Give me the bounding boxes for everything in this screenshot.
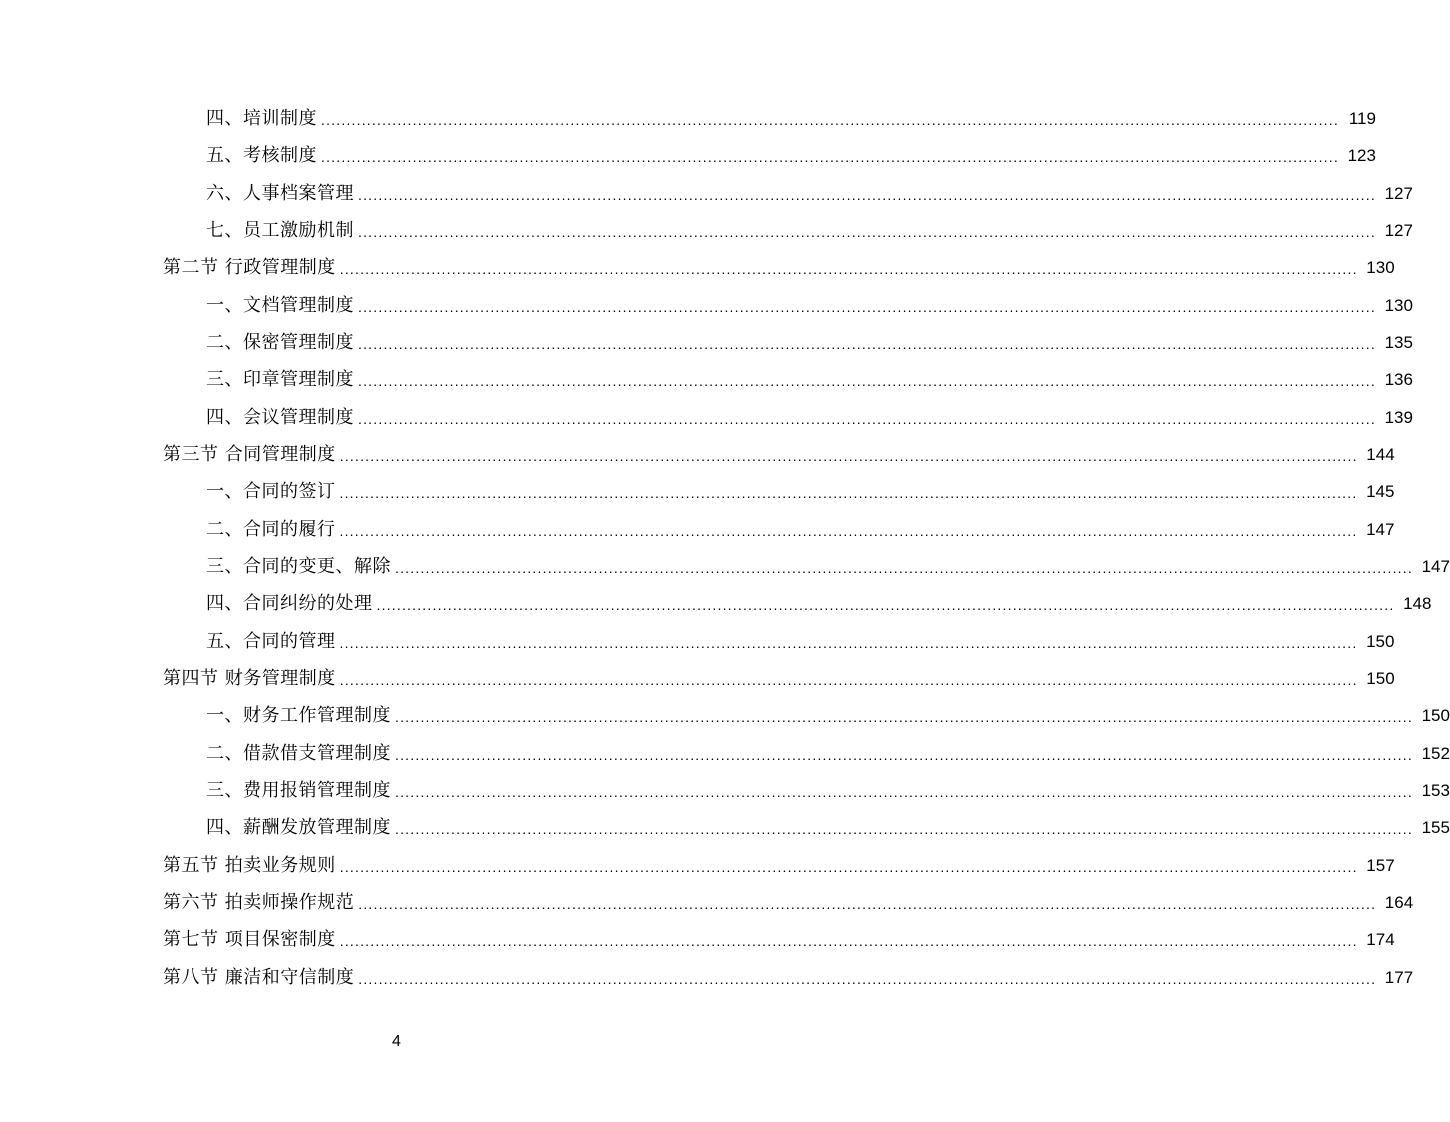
toc-entry-page-number: 152 [1421, 743, 1450, 763]
page-number: 4 [392, 1033, 401, 1050]
toc-section-entry[interactable] [0, 959, 1414, 996]
toc-dot-leader: ........................................................................................................................................................................................................ [339, 672, 1358, 689]
toc-entry-page-number: 153 [1421, 781, 1450, 801]
toc-dot-leader: ........................................................................................................................................................................................................ [321, 149, 1339, 166]
toc-entry-page-number: 127 [1384, 183, 1413, 203]
toc-entry-title: 第八节 廉洁和守信制度 [163, 966, 355, 988]
toc-dot-leader: ........................................................................................................................................................................................................ [395, 821, 1413, 838]
toc-entry-page-number: 127 [1384, 221, 1413, 241]
toc-entry-page-number: 157 [1366, 855, 1395, 875]
toc-dot-leader: ........................................................................................................................................................................................................ [339, 634, 1358, 651]
toc-dot-leader: ........................................................................................................................................................................................................ [339, 933, 1358, 950]
toc-subsection-entry[interactable] [0, 623, 1395, 660]
toc-dot-leader: ........................................................................................................................................................................................................ [358, 970, 1377, 987]
toc-entry-title: 三、合同的变更、解除 [206, 556, 391, 578]
toc-entry-title: 第五节 拍卖业务规则 [163, 854, 336, 876]
toc-dot-leader: ........................................................................................................................................................................................................ [358, 186, 1376, 203]
toc-dot-leader: ........................................................................................................................................................................................................ [358, 896, 1377, 913]
toc-entry-page-number: 130 [1384, 295, 1413, 315]
toc-entry-page-number: 148 [1403, 594, 1432, 614]
toc-subsection-entry[interactable] [0, 473, 1395, 510]
toc-entry-page-number: 144 [1366, 445, 1395, 465]
toc-subsection-entry[interactable] [0, 511, 1395, 548]
toc-entry-title: 一、文档管理制度 [206, 294, 354, 316]
toc-entry-page-number: 139 [1384, 407, 1413, 427]
toc-entry-page-number: 119 [1348, 109, 1376, 129]
toc-dot-leader: ........................................................................................................................................................................................................ [358, 298, 1376, 315]
toc-dot-leader: ........................................................................................................................................................................................................ [339, 448, 1358, 465]
toc-entry-page-number: 145 [1366, 482, 1395, 502]
toc-entry-title: 一、财务工作管理制度 [206, 705, 391, 727]
toc-section-entry[interactable] [0, 921, 1395, 958]
toc-entry-title: 六、人事档案管理 [206, 182, 354, 204]
toc-entry-title: 三、印章管理制度 [206, 369, 354, 391]
toc-dot-leader: ........................................................................................................................................................................................................ [358, 410, 1376, 427]
toc-dot-leader: ........................................................................................................................................................................................................ [339, 485, 1358, 502]
toc-subsection-entry[interactable] [0, 361, 1413, 398]
toc-entry-title: 二、合同的履行 [206, 518, 336, 540]
toc-subsection-entry[interactable] [0, 100, 1376, 137]
toc-entry-page-number: 147 [1366, 519, 1395, 539]
toc-entry-page-number: 130 [1366, 258, 1395, 278]
toc-dot-leader: ........................................................................................................................................................................................................ [339, 858, 1358, 875]
toc-dot-leader: ........................................................................................................................................................................................................ [358, 336, 1376, 353]
toc-entry-title: 三、费用报销管理制度 [206, 780, 391, 802]
toc-dot-leader: ........................................................................................................................................................................................................ [358, 224, 1376, 241]
toc-subsection-entry[interactable] [0, 287, 1413, 324]
toc-subsection-entry[interactable] [0, 809, 1450, 846]
toc-entry-title: 四、会议管理制度 [206, 406, 354, 428]
toc-entry-title: 二、借款借支管理制度 [206, 742, 391, 764]
toc-entry-title: 四、薪酬发放管理制度 [206, 817, 391, 839]
toc-subsection-entry[interactable] [0, 585, 1432, 622]
toc-subsection-entry[interactable] [0, 697, 1450, 734]
toc-section-entry[interactable] [0, 660, 1395, 697]
toc-dot-leader: ........................................................................................................................................................................................................ [395, 709, 1413, 726]
toc-subsection-entry[interactable] [0, 137, 1376, 174]
toc-entry-page-number: 150 [1421, 706, 1450, 726]
toc-subsection-entry[interactable] [0, 399, 1413, 436]
toc-section-entry[interactable] [0, 847, 1395, 884]
toc-section-entry[interactable] [0, 884, 1414, 921]
toc-subsection-entry[interactable] [0, 324, 1413, 361]
toc-subsection-entry[interactable] [0, 735, 1450, 772]
toc-entry-title: 七、员工激励机制 [206, 220, 354, 242]
toc-entry-page-number: 135 [1384, 333, 1413, 353]
toc-entry-page-number: 177 [1384, 967, 1414, 987]
toc-entry-title: 五、考核制度 [206, 145, 317, 167]
toc-entry-title: 第三节 合同管理制度 [163, 444, 336, 466]
toc-dot-leader: ........................................................................................................................................................................................................ [339, 522, 1358, 539]
toc-dot-leader: ........................................................................................................................................................................................................ [395, 784, 1413, 801]
toc-entry-title: 第二节 行政管理制度 [163, 257, 336, 279]
toc-dot-leader: ........................................................................................................................................................................................................ [395, 746, 1413, 763]
toc-entry-page-number: 164 [1384, 893, 1414, 913]
toc-entry-title: 第七节 项目保密制度 [163, 929, 336, 951]
toc-entry-page-number: 123 [1347, 146, 1376, 166]
toc-dot-leader: ........................................................................................................................................................................................................ [321, 112, 1339, 129]
table-of-contents [0, 100, 1450, 996]
toc-entry-title: 二、保密管理制度 [206, 332, 354, 354]
toc-subsection-entry[interactable] [0, 548, 1450, 585]
toc-subsection-entry[interactable] [0, 772, 1450, 809]
toc-entry-page-number: 150 [1366, 631, 1395, 651]
toc-entry-page-number: 136 [1384, 370, 1413, 390]
toc-section-entry[interactable] [0, 249, 1395, 286]
toc-entry-page-number: 150 [1366, 669, 1395, 689]
toc-dot-leader: ........................................................................................................................................................................................................ [339, 261, 1358, 278]
toc-entry-page-number: 155 [1421, 818, 1450, 838]
toc-entry-title: 四、合同纠纷的处理 [206, 593, 373, 615]
toc-dot-leader: ........................................................................................................................................................................................................ [358, 373, 1376, 390]
toc-subsection-entry[interactable] [0, 175, 1413, 212]
toc-entry-page-number: 174 [1366, 930, 1395, 950]
toc-subsection-entry[interactable] [0, 212, 1413, 249]
toc-entry-title: 第六节 拍卖师操作规范 [163, 892, 355, 914]
toc-entry-title: 第四节 财务管理制度 [163, 668, 336, 690]
toc-entry-page-number: 147 [1421, 557, 1450, 577]
toc-dot-leader: ........................................................................................................................................................................................................ [395, 560, 1413, 577]
toc-dot-leader: ........................................................................................................................................................................................................ [376, 597, 1395, 614]
toc-entry-title: 四、培训制度 [206, 108, 317, 130]
toc-section-entry[interactable] [0, 436, 1395, 473]
toc-entry-title: 五、合同的管理 [206, 630, 336, 652]
toc-entry-title: 一、合同的签订 [206, 481, 336, 503]
